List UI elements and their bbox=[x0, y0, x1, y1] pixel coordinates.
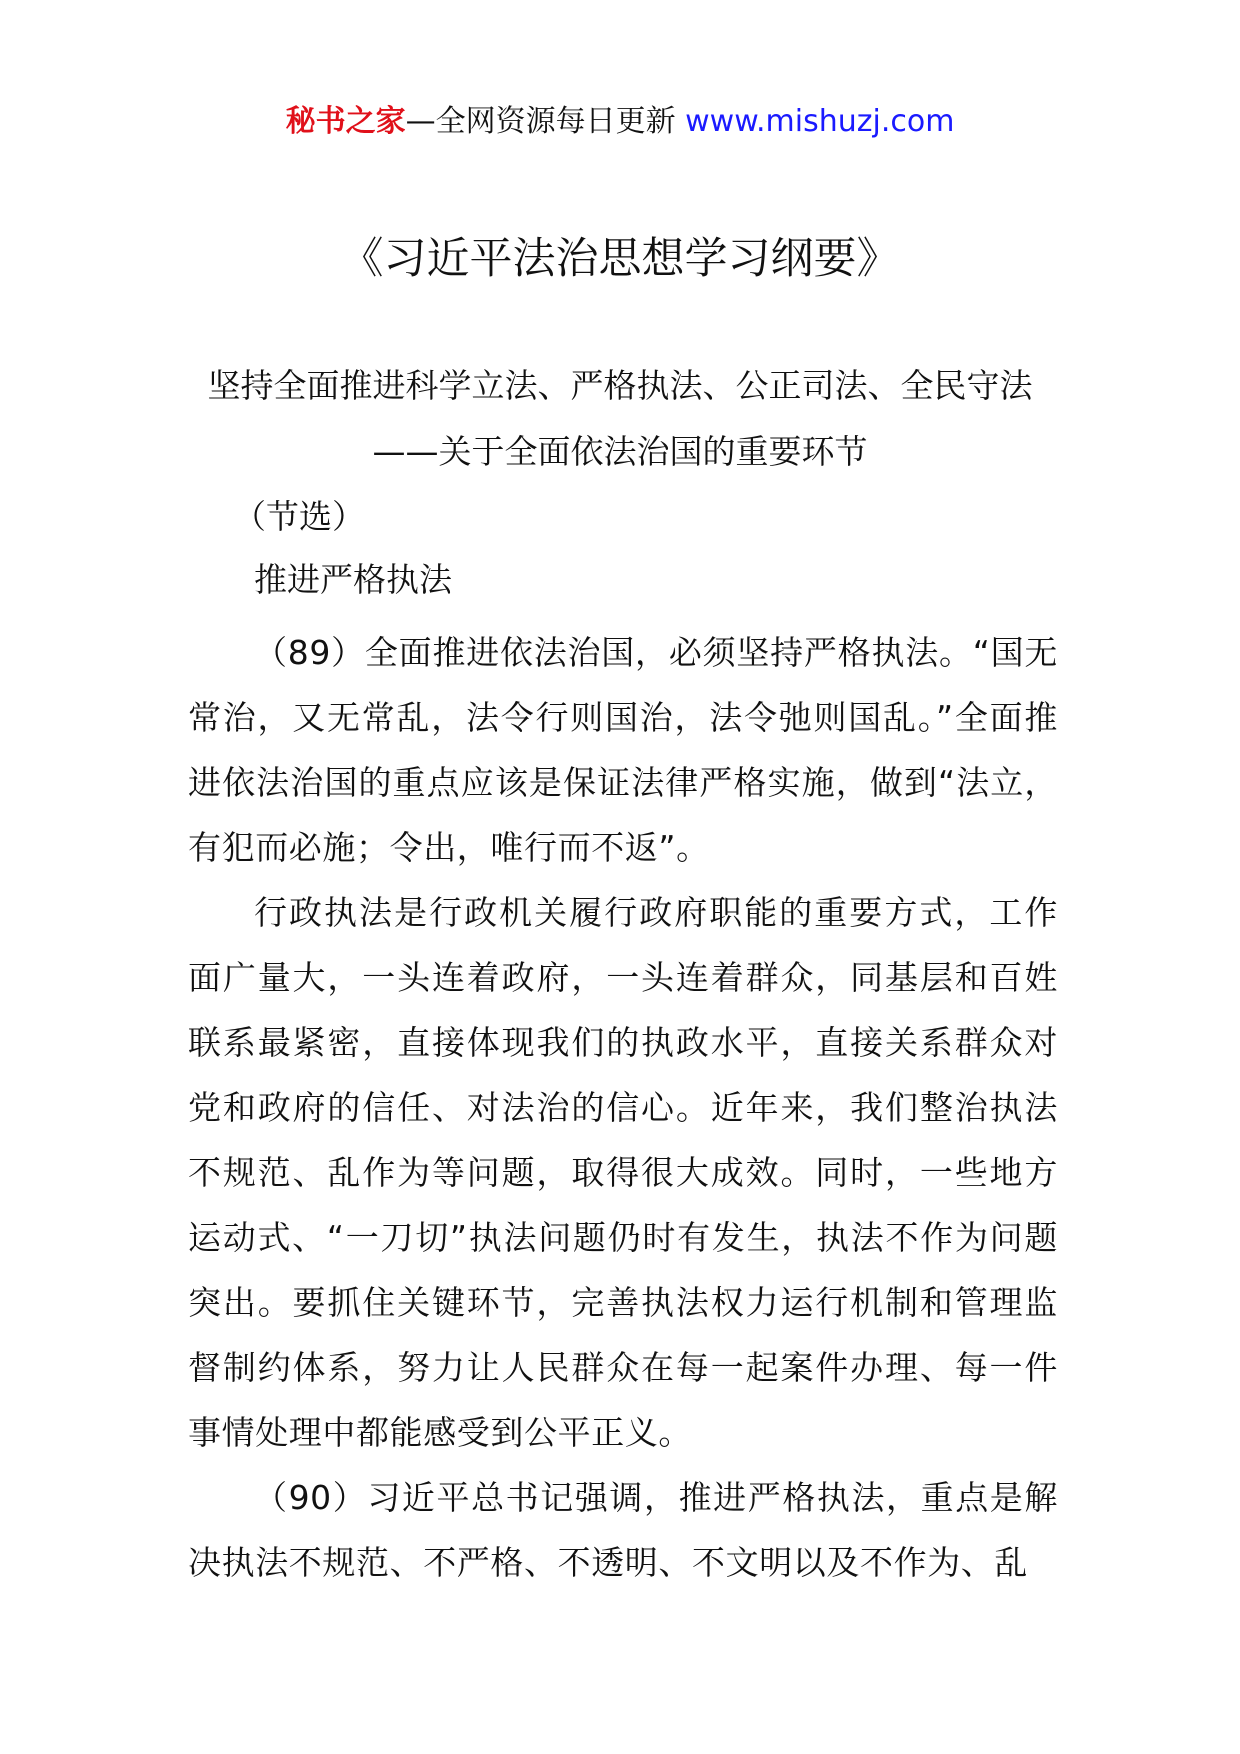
excerpt-note: （节选） bbox=[233, 497, 365, 536]
paragraph-89: （89）全面推进依法治国，必须坚持严格执法。“国无常治，又无常乱，法令行则国治，法令弛则国乱。”全面推进依法治国的重点应该是保证法律严格实施，做到“法立，有犯而必施；令出，唯行而不返”。 bbox=[188, 633, 1058, 867]
header-tagline: —全网资源每日更新 bbox=[405, 104, 686, 139]
paragraph-administrative-enforcement: 行政执法是行政机关履行政府职能的重要方式，工作面广量大，一头连着政府，一头连着群众，同基层和百姓联系最紧密，直接体现我们的执政水平，直接关系群众对党和政府的信任、对法治的信心。近年来，我们整治执法不规范、乱作为等问题，取得很大成效。同时，一些地方运动式、“一刀切”执法问题仍时有发生，执法不作为问题突出。要抓住关键环节，完善执法权力运行机制和管理监督制约体系，努力让人民群众在每一起案件办理、每一件事情处理中都能感受到公平正义。 bbox=[188, 893, 1058, 1452]
document-body bbox=[188, 620, 1058, 1595]
site-header bbox=[0, 100, 1240, 144]
header-url[interactable]: www.mishuzj.com bbox=[685, 104, 955, 139]
document-subtitle-secondary: ——关于全面依法治国的重要环节 bbox=[372, 432, 868, 471]
document-subtitle: 坚持全面推进科学立法、严格执法、公正司法、全民守法 bbox=[207, 366, 1033, 405]
section-heading: 推进严格执法 bbox=[254, 560, 452, 599]
brand-name: 秘书之家 bbox=[285, 104, 406, 139]
paragraph-90: （90）习近平总书记强调，推进严格执法，重点是解决执法不规范、不严格、不透明、不文明以及不作为、乱 bbox=[188, 1478, 1058, 1582]
document-title: 《习近平法治思想学习纲要》 bbox=[340, 234, 900, 284]
